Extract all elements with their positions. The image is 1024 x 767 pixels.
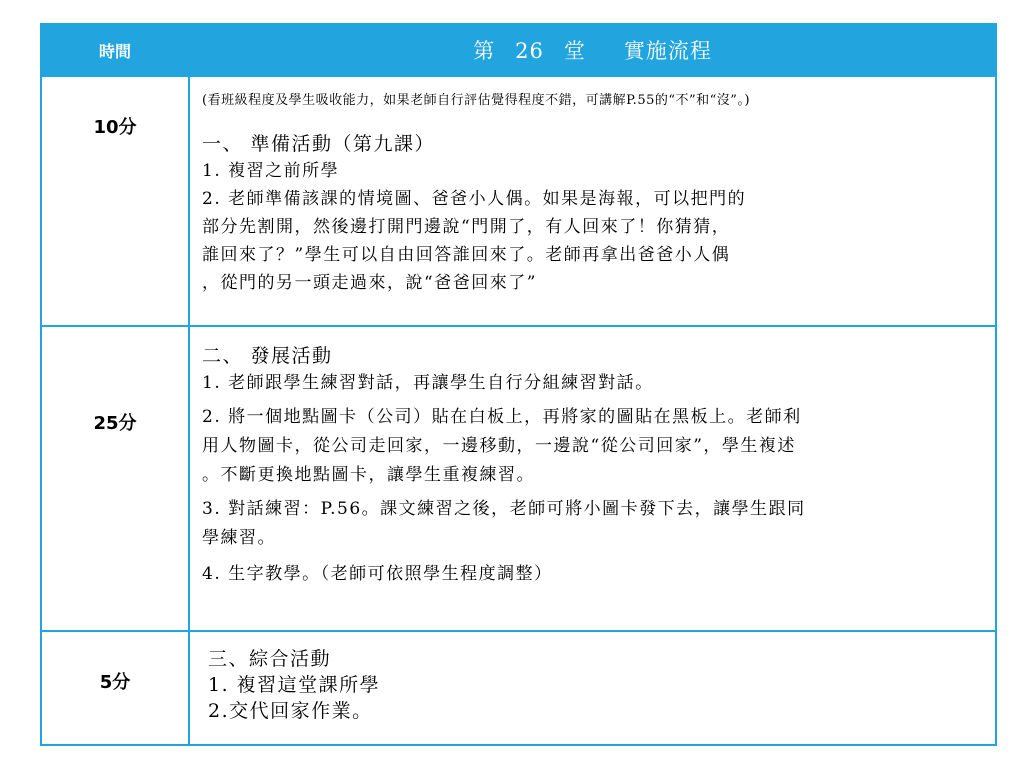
time-cell (41, 631, 189, 745)
content-line: 1. 老師跟學生練習對話，再讓學生自行分組練習對話。 (202, 373, 654, 393)
note-text: (看班級程度及學生吸收能力，如果老師自行評估覺得程度不錯，可講解P.55的“不”和“沒”。) (202, 93, 751, 108)
table-row (41, 326, 996, 631)
content-line: 學練習。 (202, 528, 276, 548)
time-value: 10分 (93, 117, 137, 138)
content-cell (189, 76, 996, 326)
content-line: 2. 老師準備該課的情境圖、爸爸小人偶。如果是海報，可以把門的 (202, 189, 747, 209)
content-line: 1. 複習這堂課所學 (208, 674, 381, 696)
content-line: 。不斷更換地點圖卡，讓學生重複練習。 (202, 465, 535, 485)
time-value: 25分 (93, 413, 137, 434)
time-cell (41, 326, 189, 631)
time-cell (41, 76, 189, 326)
content-line: 用人物圖卡，從公司走回家，一邊移動，一邊說“從公司回家”，學生複述 (202, 436, 796, 456)
table-row (41, 631, 996, 745)
title-text: 實施流程 (623, 39, 712, 63)
lesson-plan-table (40, 23, 997, 746)
content-line: 4. 生字教學。（老師可依照學生程度調整） (202, 564, 553, 584)
content-line: 3. 對話練習：P.56。課文練習之後，老師可將小圖卡發下去，讓學生跟同 (202, 499, 806, 519)
content-cell (189, 326, 996, 631)
title-lesson: 第 (473, 39, 496, 63)
content-line: 2. 將一個地點圖卡（公司）貼在白板上，再將家的圖貼在黑板上。老師利 (202, 407, 802, 427)
title-column-header (189, 24, 996, 76)
content-cell (189, 631, 996, 745)
table-row (41, 76, 996, 326)
content-line: 1. 複習之前所學 (202, 161, 340, 181)
header-row (41, 24, 996, 76)
section-title: 二、 發展活動 (202, 345, 333, 367)
content-line: 部分先割開，然後邊打開門邊說“門開了，有人回來了！你猜猜， (202, 217, 731, 237)
time-value: 5分 (99, 672, 131, 693)
section-title: 一、 準備活動（第九課） (202, 133, 436, 155)
time-column-header: 時間 (41, 24, 189, 76)
content-line: 誰回來了？”學生可以自由回答誰回來了。老師再拿出爸爸小人偶 (202, 245, 731, 265)
section-title: 三、綜合活動 (208, 648, 332, 670)
content-line: 2.交代回家作業。 (208, 700, 373, 722)
title-number: 26 (515, 39, 544, 63)
title-hall: 堂 (563, 39, 586, 63)
content-line: ，從門的另一頭走過來，說“爸爸回來了” (202, 273, 537, 293)
